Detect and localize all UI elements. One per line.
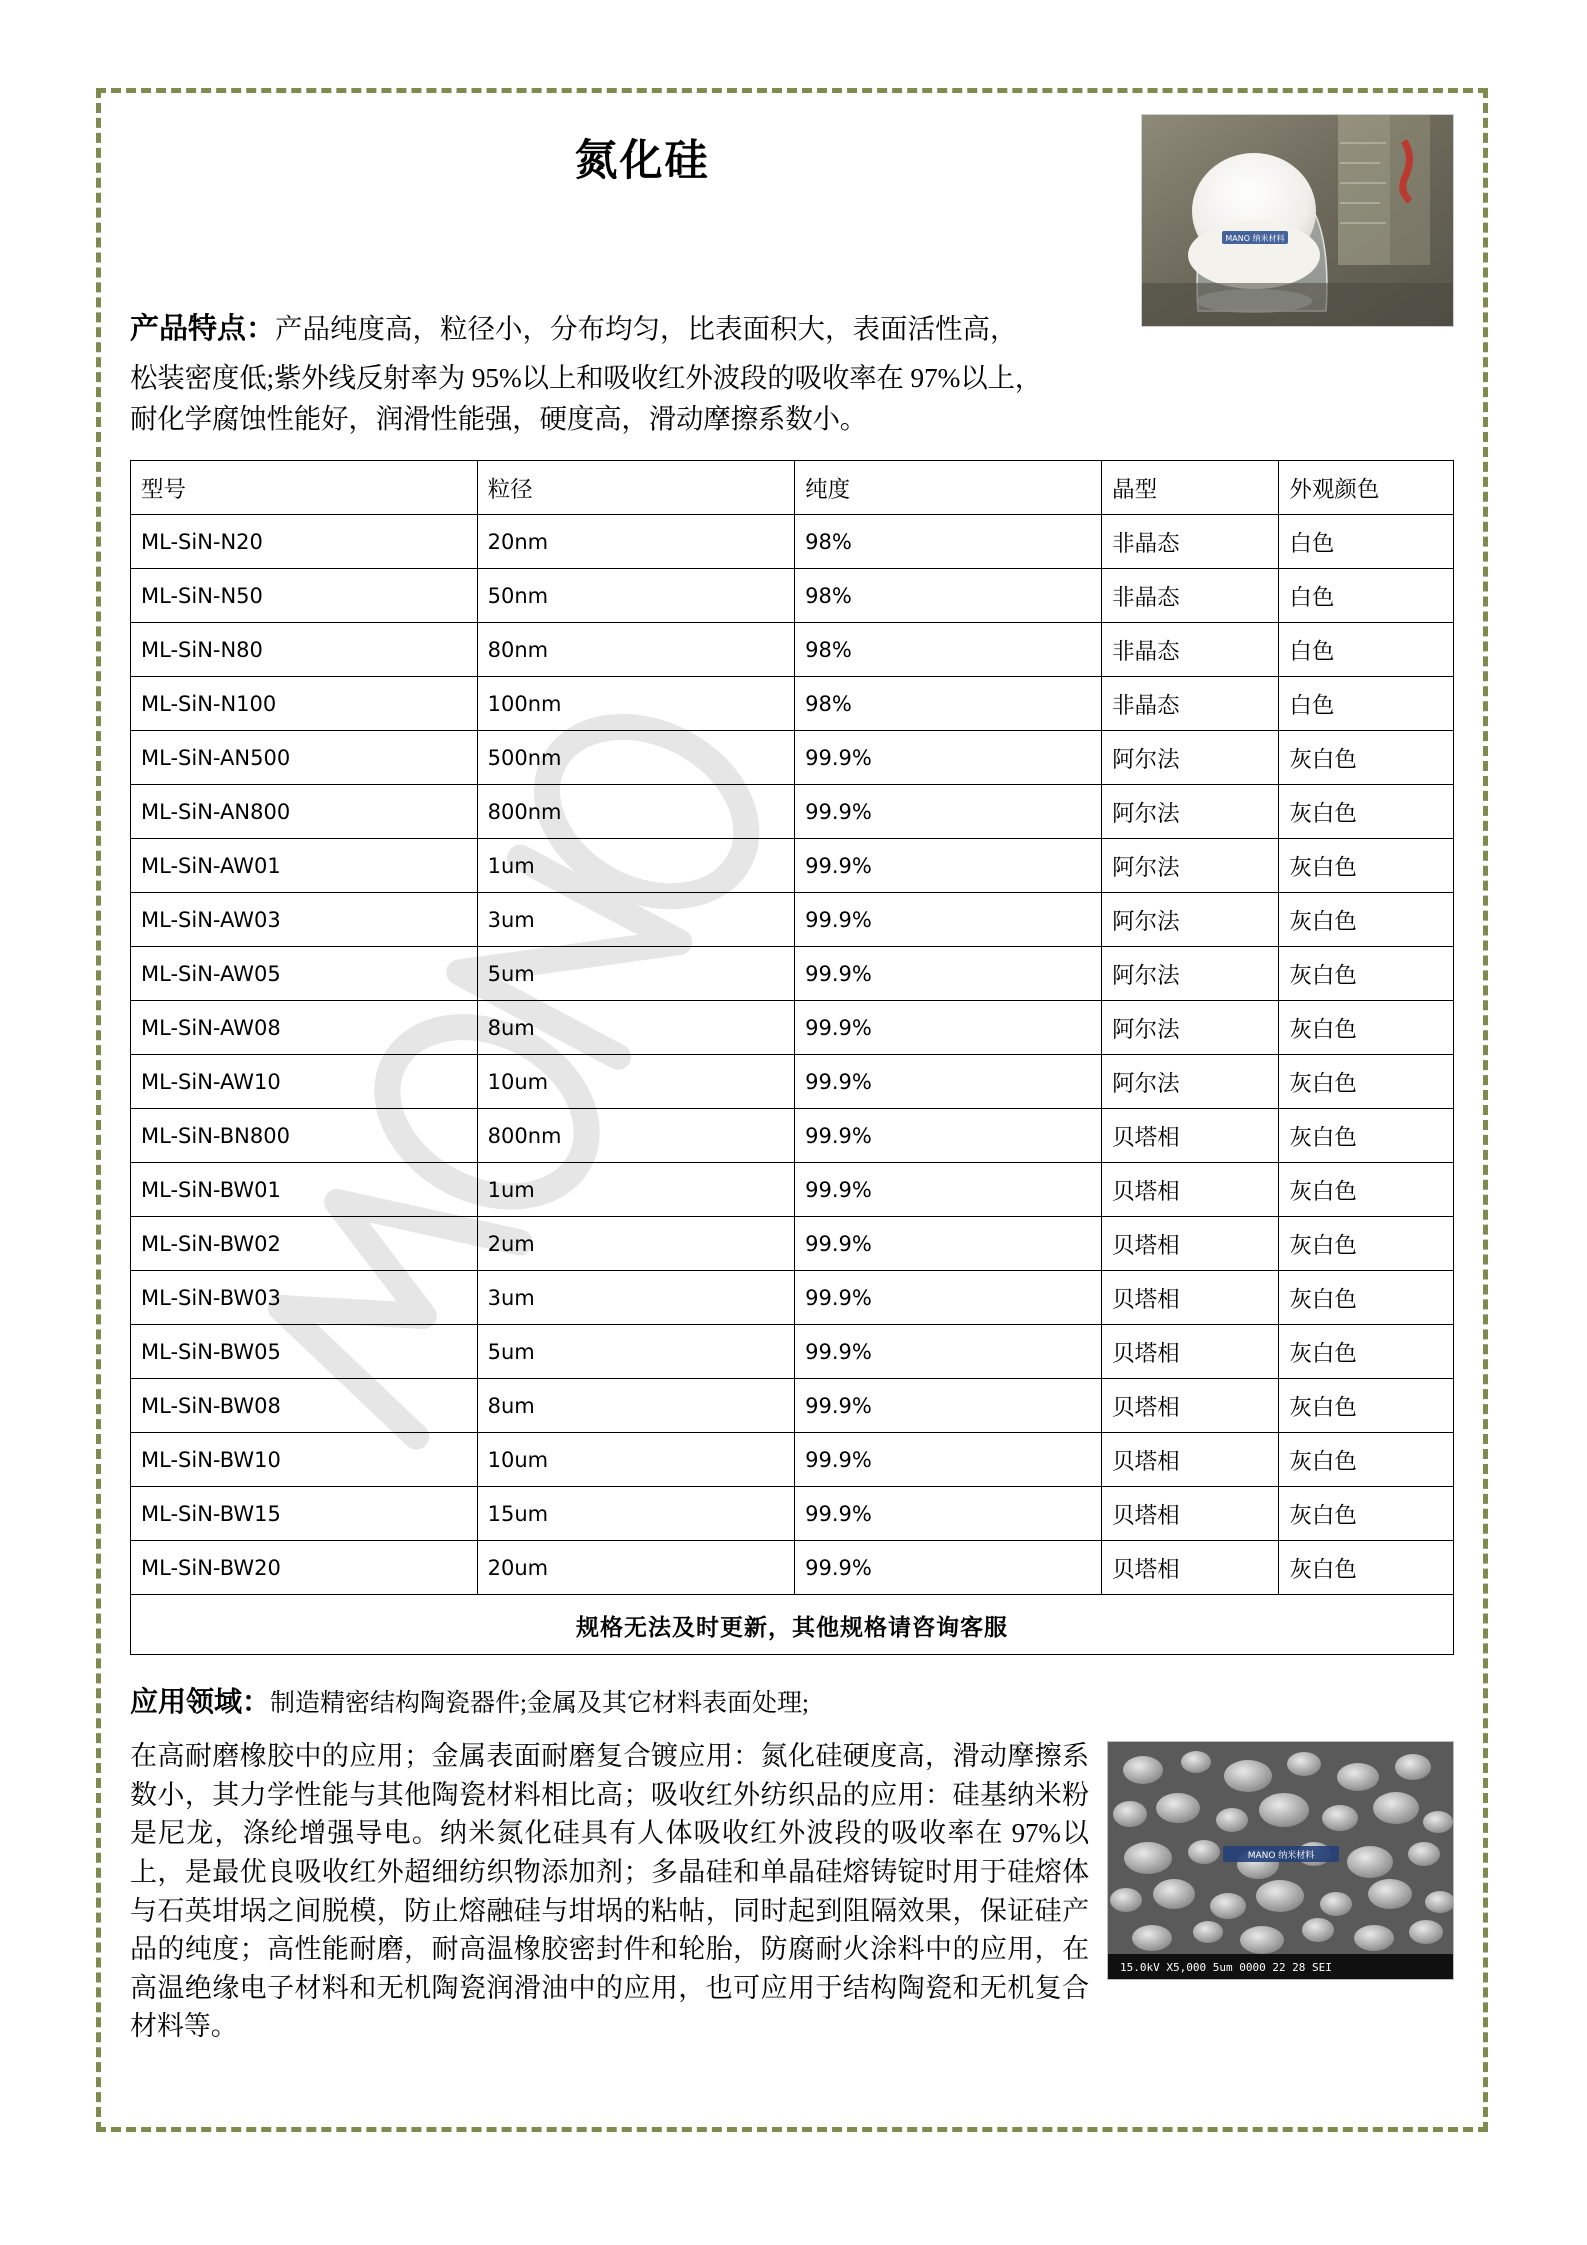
cell-size: 50nm <box>477 569 795 623</box>
table-row <box>131 1109 1454 1163</box>
cell-model: ML-SiN-AW01 <box>131 839 478 893</box>
cell-size: 3um <box>477 1271 795 1325</box>
table-footer-row <box>131 1595 1454 1655</box>
cell-model: ML-SiN-BW02 <box>131 1217 478 1271</box>
cell-crystal: 阿尔法 <box>1102 839 1279 893</box>
cell-crystal: 贝塔相 <box>1102 1541 1279 1595</box>
cell-purity: 99.9% <box>795 1541 1102 1595</box>
table-row <box>131 1325 1454 1379</box>
document-header <box>130 110 1454 300</box>
cell-model: ML-SiN-AN800 <box>131 785 478 839</box>
cell-purity: 99.9% <box>795 1487 1102 1541</box>
cell-crystal: 非晶态 <box>1102 515 1279 569</box>
cell-crystal: 贝塔相 <box>1102 1325 1279 1379</box>
table-row <box>131 1433 1454 1487</box>
col-header-model: 型号 <box>131 461 478 515</box>
cell-purity: 98% <box>795 569 1102 623</box>
cell-size: 3um <box>477 893 795 947</box>
cell-crystal: 非晶态 <box>1102 677 1279 731</box>
cell-size: 500nm <box>477 731 795 785</box>
cell-crystal: 贝塔相 <box>1102 1109 1279 1163</box>
cell-size: 800nm <box>477 1109 795 1163</box>
table-row <box>131 731 1454 785</box>
cell-purity: 99.9% <box>795 1055 1102 1109</box>
cell-color: 白色 <box>1279 515 1454 569</box>
features-line-2: 松装密度低;紫外线反射率为 95%以上和吸收红外波段的吸收率在 97%以上， <box>130 362 1043 394</box>
cell-model: ML-SiN-BW10 <box>131 1433 478 1487</box>
cell-size: 1um <box>477 1163 795 1217</box>
table-row <box>131 1487 1454 1541</box>
cell-crystal: 阿尔法 <box>1102 1001 1279 1055</box>
cell-color: 灰白色 <box>1279 785 1454 839</box>
cell-color: 灰白色 <box>1279 947 1454 1001</box>
cell-color: 灰白色 <box>1279 1433 1454 1487</box>
cell-size: 100nm <box>477 677 795 731</box>
application-heading <box>130 1681 1454 1723</box>
svg-text:MANO 纳米材料: MANO 纳米材料 <box>1225 234 1285 243</box>
cell-color: 白色 <box>1279 569 1454 623</box>
application-paragraph: 在高耐磨橡胶中的应用；金属表面耐磨复合镀应用：氮化硅硬度高，滑动摩擦系数小，其力学性能与其他陶瓷材料相比高；吸收红外纺织品的应用：硅基纳米粉是尼龙，涤纶增强导电。纳米氮化硅具有人体吸收红外波段的吸收率在 97%以上，是最优良吸收红外超细纺织物添加剂；多晶硅和单晶硅熔铸锭时用于硅熔体与石英坩埚之间脱模，防止熔融硅与坩埚的粘帖，同时起到阻隔效果，保证硅产品的纯度；高性能耐磨，耐高温橡胶密封件和轮胎，防腐耐火涂料中的应用，在高温绝缘电子材料和无机陶瓷润滑油中的应用，也可应用于结构陶瓷和无机复合材料等。 <box>130 1741 1089 2042</box>
table-row <box>131 893 1454 947</box>
cell-purity: 98% <box>795 515 1102 569</box>
table-row <box>131 1001 1454 1055</box>
spec-table-body <box>131 515 1454 1595</box>
cell-purity: 99.9% <box>795 1109 1102 1163</box>
cell-purity: 99.9% <box>795 1217 1102 1271</box>
sem-micrograph <box>1107 1741 1454 1980</box>
cell-model: ML-SiN-BW15 <box>131 1487 478 1541</box>
cell-crystal: 阿尔法 <box>1102 947 1279 1001</box>
cell-color: 灰白色 <box>1279 1163 1454 1217</box>
col-header-crystal: 晶型 <box>1102 461 1279 515</box>
page-title: 氮化硅 <box>574 136 710 186</box>
cell-color: 灰白色 <box>1279 731 1454 785</box>
cell-purity: 99.9% <box>795 1163 1102 1217</box>
cell-color: 灰白色 <box>1279 1325 1454 1379</box>
svg-text:MANO 纳米材料: MANO 纳米材料 <box>1247 1851 1315 1862</box>
cell-crystal: 阿尔法 <box>1102 893 1279 947</box>
table-row <box>131 515 1454 569</box>
features-line-1 <box>130 306 1454 350</box>
cell-color: 灰白色 <box>1279 1271 1454 1325</box>
cell-purity: 99.9% <box>795 1433 1102 1487</box>
cell-model: ML-SiN-BW03 <box>131 1271 478 1325</box>
spec-footer-note: 规格无法及时更新，其他规格请咨询客服 <box>131 1595 1454 1655</box>
features-colon: ： <box>246 311 276 345</box>
spec-table-head <box>131 461 1454 515</box>
spec-table <box>130 460 1454 1655</box>
cell-crystal: 贝塔相 <box>1102 1379 1279 1433</box>
col-header-purity: 纯度 <box>795 461 1102 515</box>
cell-size: 5um <box>477 947 795 1001</box>
col-header-color: 外观颜色 <box>1279 461 1454 515</box>
cell-size: 8um <box>477 1379 795 1433</box>
table-row <box>131 1055 1454 1109</box>
cell-size: 8um <box>477 1001 795 1055</box>
cell-purity: 99.9% <box>795 785 1102 839</box>
product-features <box>130 306 1454 438</box>
features-label: 产品特点 <box>130 311 247 345</box>
cell-crystal: 贝塔相 <box>1102 1217 1279 1271</box>
application-colon: ： <box>242 1685 271 1719</box>
cell-crystal: 贝塔相 <box>1102 1271 1279 1325</box>
svg-text:15.0kV X5,000 5um 0000 22: 15.0kV X5,000 5um 0000 22 28 SEI <box>1120 1961 1332 1975</box>
col-header-size: 粒径 <box>477 461 795 515</box>
spec-table-container <box>130 460 1454 1655</box>
table-row <box>131 1271 1454 1325</box>
cell-purity: 99.9% <box>795 947 1102 1001</box>
table-row <box>131 839 1454 893</box>
cell-model: ML-SiN-N50 <box>131 569 478 623</box>
cell-color: 灰白色 <box>1279 1487 1454 1541</box>
table-row <box>131 623 1454 677</box>
cell-crystal: 贝塔相 <box>1102 1433 1279 1487</box>
cell-purity: 98% <box>795 623 1102 677</box>
application-label: 应用领域 <box>130 1685 243 1719</box>
table-row <box>131 1541 1454 1595</box>
cell-size: 20nm <box>477 515 795 569</box>
cell-size: 1um <box>477 839 795 893</box>
cell-size: 20um <box>477 1541 795 1595</box>
cell-color: 灰白色 <box>1279 1055 1454 1109</box>
cell-size: 800nm <box>477 785 795 839</box>
cell-model: ML-SiN-N100 <box>131 677 478 731</box>
cell-purity: 99.9% <box>795 1271 1102 1325</box>
cell-model: ML-SiN-BW20 <box>131 1541 478 1595</box>
cell-size: 15um <box>477 1487 795 1541</box>
cell-purity: 98% <box>795 677 1102 731</box>
cell-color: 灰白色 <box>1279 893 1454 947</box>
spec-table-foot <box>131 1595 1454 1655</box>
cell-model: ML-SiN-BW08 <box>131 1379 478 1433</box>
table-row <box>131 1163 1454 1217</box>
application-section <box>130 1681 1454 2046</box>
product-photo <box>1141 114 1454 327</box>
cell-model: ML-SiN-AW05 <box>131 947 478 1001</box>
cell-size: 10um <box>477 1433 795 1487</box>
cell-purity: 99.9% <box>795 1325 1102 1379</box>
cell-purity: 99.9% <box>795 1379 1102 1433</box>
features-text-1: 产品纯度高，粒径小，分布均匀，比表面积大，表面活性高， <box>275 313 1018 344</box>
cell-color: 灰白色 <box>1279 839 1454 893</box>
table-row <box>131 677 1454 731</box>
cell-color: 灰白色 <box>1279 1379 1454 1433</box>
cell-purity: 99.9% <box>795 1001 1102 1055</box>
cell-model: ML-SiN-BN800 <box>131 1109 478 1163</box>
cell-crystal: 贝塔相 <box>1102 1487 1279 1541</box>
cell-color: 白色 <box>1279 677 1454 731</box>
cell-size: 10um <box>477 1055 795 1109</box>
cell-purity: 99.9% <box>795 893 1102 947</box>
cell-size: 5um <box>477 1325 795 1379</box>
features-line-3: 耐化学腐蚀性能好，润滑性能强，硬度高，滑动摩擦系数小。 <box>130 403 868 435</box>
cell-size: 2um <box>477 1217 795 1271</box>
cell-color: 灰白色 <box>1279 1001 1454 1055</box>
application-body <box>130 1737 1454 2046</box>
table-row <box>131 785 1454 839</box>
cell-model: ML-SiN-N80 <box>131 623 478 677</box>
cell-purity: 99.9% <box>795 839 1102 893</box>
cell-crystal: 非晶态 <box>1102 623 1279 677</box>
cell-model: ML-SiN-AW03 <box>131 893 478 947</box>
table-row <box>131 1217 1454 1271</box>
document-content <box>96 88 1488 2132</box>
cell-crystal: 贝塔相 <box>1102 1163 1279 1217</box>
cell-model: ML-SiN-BW01 <box>131 1163 478 1217</box>
cell-color: 灰白色 <box>1279 1541 1454 1595</box>
table-row <box>131 569 1454 623</box>
application-heading-text: 制造精密结构陶瓷器件;金属及其它材料表面处理; <box>270 1690 809 1718</box>
table-row <box>131 1379 1454 1433</box>
cell-purity: 99.9% <box>795 731 1102 785</box>
cell-crystal: 阿尔法 <box>1102 731 1279 785</box>
table-header-row <box>131 461 1454 515</box>
cell-crystal: 阿尔法 <box>1102 1055 1279 1109</box>
cell-crystal: 非晶态 <box>1102 569 1279 623</box>
cell-model: ML-SiN-AN500 <box>131 731 478 785</box>
cell-size: 80nm <box>477 623 795 677</box>
cell-model: ML-SiN-N20 <box>131 515 478 569</box>
cell-color: 白色 <box>1279 623 1454 677</box>
table-row <box>131 947 1454 1001</box>
cell-color: 灰白色 <box>1279 1217 1454 1271</box>
cell-model: ML-SiN-AW10 <box>131 1055 478 1109</box>
cell-model: ML-SiN-AW08 <box>131 1001 478 1055</box>
cell-model: ML-SiN-BW05 <box>131 1325 478 1379</box>
cell-color: 灰白色 <box>1279 1109 1454 1163</box>
cell-crystal: 阿尔法 <box>1102 785 1279 839</box>
